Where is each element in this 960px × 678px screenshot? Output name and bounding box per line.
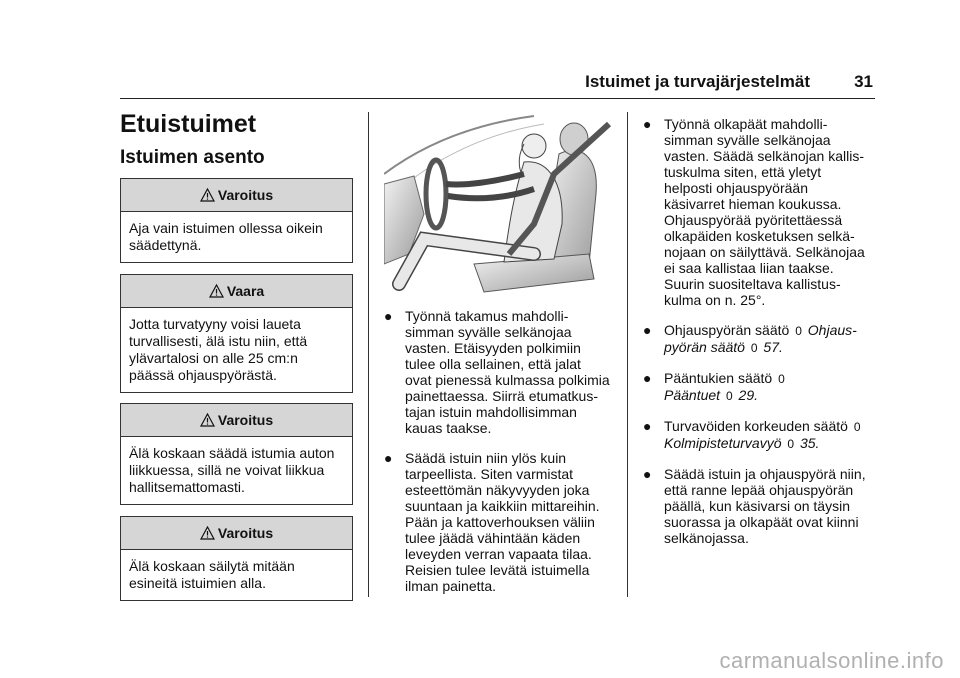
notice-header xyxy=(121,517,352,550)
bullet-dot: ● xyxy=(384,308,393,324)
list-item xyxy=(643,466,883,546)
page-reference[interactable]: 57. xyxy=(763,339,783,355)
middle-bullet-list xyxy=(384,308,624,608)
bullet-dot: ● xyxy=(384,450,393,466)
list-item xyxy=(643,418,883,452)
notice-text: Jotta turvatyyny voisi laueta turvallisesti, älä istu niin, että ylävartalosi on alle 25 cm:n päässä ohjauspyörästä. xyxy=(129,316,308,383)
page-reference[interactable]: 35. xyxy=(799,435,820,451)
warning-box xyxy=(120,516,353,601)
list-item xyxy=(384,450,624,594)
danger-box xyxy=(120,274,353,393)
bullet-dot: ● xyxy=(643,370,652,386)
bullet-text: Pääntukien säätö xyxy=(664,370,773,386)
bullet-text: Säädä istuin niin ylös kuin tarpeellista. Siten varmistat esteettömän näkyvyyden joka suuntaan ja kaikkiin mittareihin. Pään ja kattoverhouksen väliin tulee jäädä vähintään käden leveyden verran vapaata tilaa. Reisien tulee levätä istuimella ilman painetta. xyxy=(405,450,600,594)
bullet-text: Turvavöiden korkeuden säätö xyxy=(664,418,848,434)
list-item xyxy=(643,116,883,308)
warning-triangle-icon xyxy=(209,284,224,298)
notice-label: Varoitus xyxy=(217,187,274,203)
section-title: Etuistuimet xyxy=(120,110,257,138)
reference-link[interactable]: pyörän säätö xyxy=(664,339,745,355)
page-reference-icon: 0 xyxy=(725,389,733,403)
bullet-dot: ● xyxy=(643,466,652,482)
right-bullet-list xyxy=(643,116,883,560)
notice-label: Varoitus xyxy=(217,412,274,428)
notice-text: Älä koskaan säilytä mitään esineitä istuimien alla. xyxy=(129,558,295,591)
bullet-dot: ● xyxy=(643,116,652,132)
page-reference[interactable]: 29. xyxy=(738,387,758,403)
warning-box xyxy=(120,178,353,263)
notice-label: Vaara xyxy=(226,283,265,299)
reference-link[interactable]: Pääntuet xyxy=(664,387,721,403)
list-item xyxy=(643,322,883,356)
page-reference-icon: 0 xyxy=(795,324,802,338)
bullet-text: Ohjauspyörän säätö xyxy=(664,322,790,338)
page-number: 31 xyxy=(854,72,873,91)
header-title: Istuimet ja turvajärjestelmät xyxy=(585,72,810,91)
bullet-text: Työnnä olkapäät mahdolli- simman syvälle selkänojaa vasten. Säädä selkänojan kallis- tuskulma siten, että yletyt helposti ohjauspyörään käsivarret hieman koukussa. Ohjauspyörää pyöritettäessä olkapäiden kosketuksen selkä- nojaan on säilyttävä. Selkänojaa ei saa kallistaa liian taakse. Suurin suositeltava kallistus- kulma on n. 25°. xyxy=(664,116,865,308)
subsection-title: Istuimen asento xyxy=(120,147,265,168)
bullet-dot: ● xyxy=(643,322,652,338)
list-item xyxy=(643,370,883,404)
notice-header xyxy=(121,404,352,437)
warning-triangle-icon xyxy=(200,188,215,202)
page-reference-icon: 0 xyxy=(787,437,795,451)
page-reference-icon: 0 xyxy=(853,420,861,434)
notice-label: Varoitus xyxy=(217,525,274,541)
page-header xyxy=(120,72,875,99)
watermark: carmanualsonline.info xyxy=(719,648,944,673)
seated-driver-illustration xyxy=(384,114,616,298)
bullet-text: Säädä istuin ja ohjauspyörä niin, että ranne lepää ohjauspyörän päällä, kun käsivarsi on täysin suorassa ja olkapäät ovat kiinni selkänojassa. xyxy=(664,466,866,546)
bullet-text: Työnnä takamus mahdolli- simman syvälle selkänojaa vasten. Etäisyyden polkimiin tulee olla sellainen, että jalat ovat pienessä kulmassa polkimia painettaessa. Siirrä etumatkus- tajan istuin mahdollisimman kauas taakse. xyxy=(405,308,610,436)
warning-box xyxy=(120,403,353,505)
notice-header xyxy=(121,179,352,212)
page-reference-icon: 0 xyxy=(750,341,758,355)
notice-text: Älä koskaan säädä istumia auton liikkuessa, sillä ne voivat liikkua hallitsemattomasti. xyxy=(129,445,335,495)
warning-triangle-icon xyxy=(200,526,215,540)
reference-link[interactable]: Kolmipisteturvavyö xyxy=(664,435,782,451)
notice-text: Aja vain istuimen ollessa oikein säädettynä. xyxy=(129,220,323,253)
warning-triangle-icon xyxy=(200,413,215,427)
list-item xyxy=(384,308,624,436)
notice-header xyxy=(121,275,352,308)
page-reference-icon: 0 xyxy=(778,372,785,386)
reference-link[interactable]: Ohjaus- xyxy=(807,322,857,338)
bullet-dot: ● xyxy=(643,418,652,434)
column-divider xyxy=(627,112,628,597)
column-divider xyxy=(368,112,369,597)
